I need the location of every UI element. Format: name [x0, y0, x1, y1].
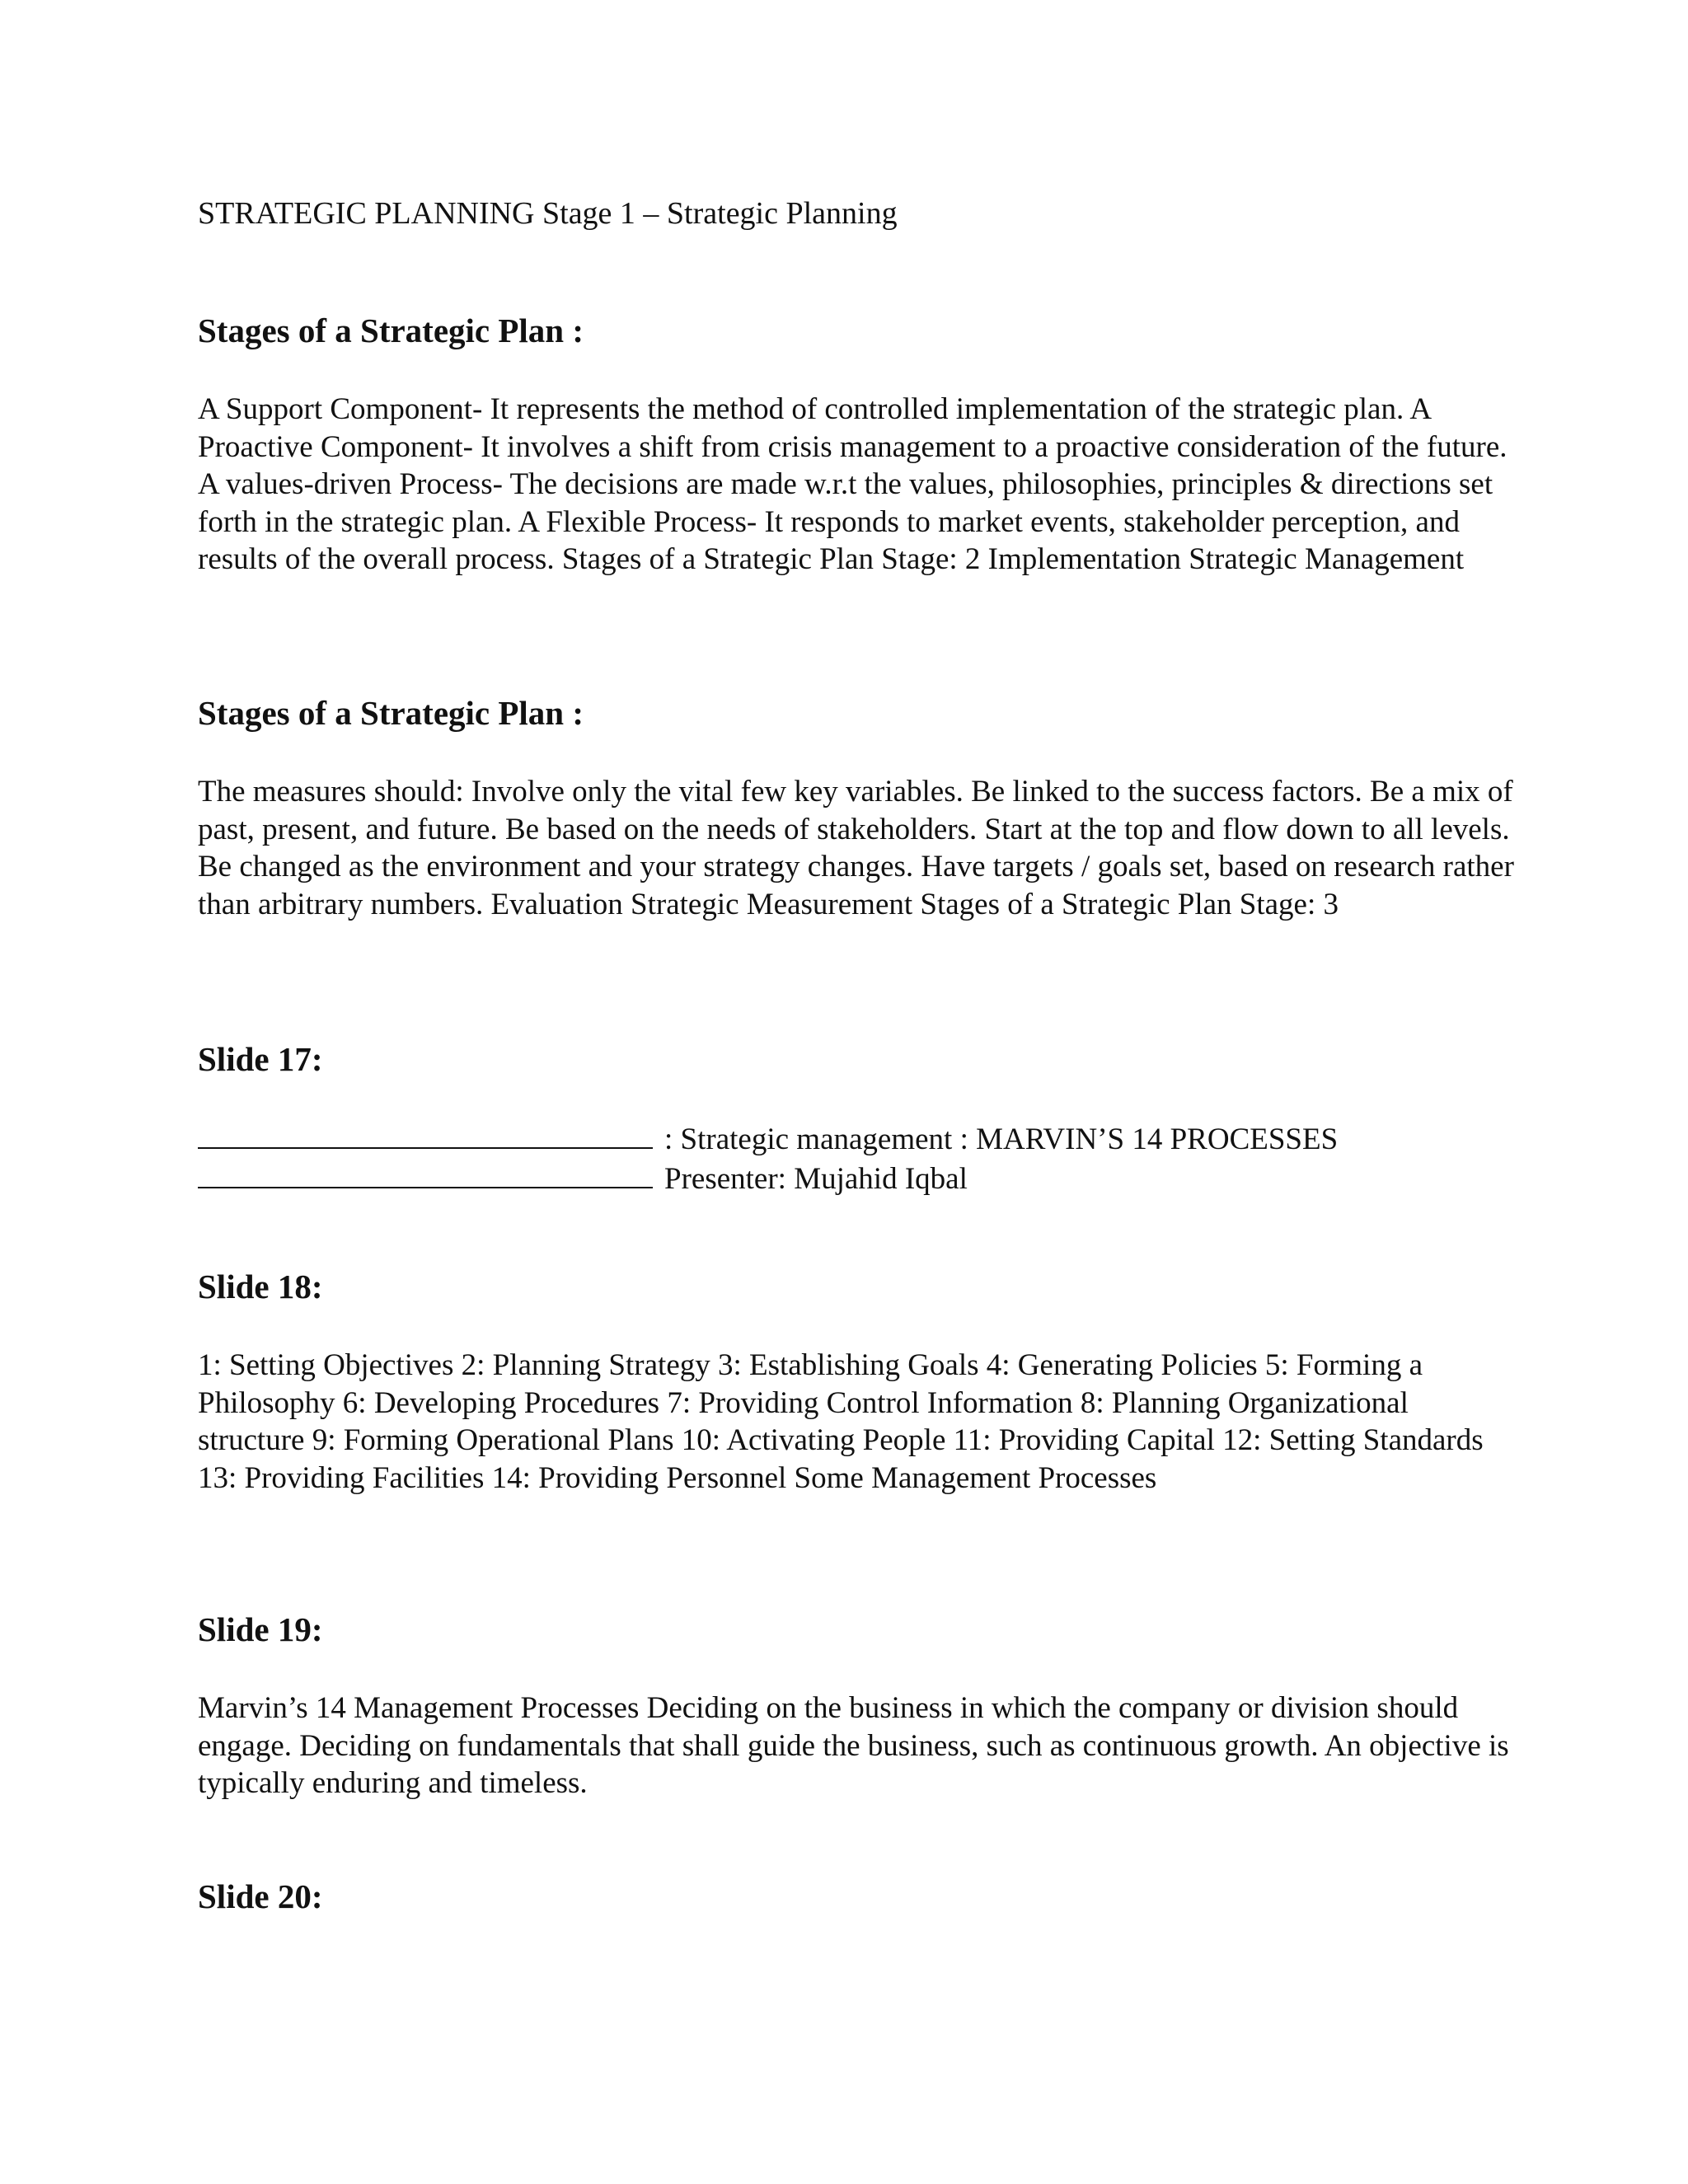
slide-17-line — [198, 1159, 1517, 1198]
slide-paragraph: Marvin’s 14 Management Processes Deciding on the business in which the company or division should engage. Deciding on fundamentals that shall guide the business, such as continuous growth. An objective is typically enduring and timeless. — [198, 1691, 1509, 1801]
slide-heading: Slide 18: — [198, 1268, 323, 1305]
blank-rule — [198, 1119, 653, 1149]
slide-17-presenter-text: Presenter: Mujahid Iqbal — [664, 1161, 968, 1196]
section-paragraph: The measures should: Involve only the vital few key variables. Be linked to the success factors. Be a mix of past, present, and future. Be based on the needs of stakeholders. Start at the top and flow down to all levels. Be changed as the environment and your strategy changes. Have targets / goals set, based on research rather than arbitrary numbers. Evaluation Strategic Measurement Stages of a Strategic Plan Stage: 3 — [198, 775, 1514, 921]
slide-17-content — [198, 1119, 1517, 1197]
slide-heading: Slide 20: — [198, 1877, 323, 1915]
slide-heading: Slide 19: — [198, 1610, 323, 1648]
blank-rule — [198, 1159, 653, 1188]
slide-heading: Slide 17: — [198, 1040, 323, 1078]
section-paragraph: A Support Component- It represents the method of controlled implementation of the strategic plan. A Proactive Component- It involves a shift from crisis management to a proactive consideration of the future. A values-driven Process- The decisions are made w.r.t the values, philosophies, principles & directions set forth in the strategic plan. A Flexible Process- It responds to market events, stakeholder perception, and results of the overall process. Stages of a Strategic Plan Stage: 2 Implementation Strategic Management — [198, 392, 1507, 577]
intro-line: STRATEGIC PLANNING Stage 1 – Strategic Planning — [198, 196, 898, 231]
slide-paragraph: 1: Setting Objectives 2: Planning Strategy 3: Establishing Goals 4: Generating Policies 5: Forming a Philosophy 6: Developing Procedures 7: Providing Control Information 8: Planning Organizational structure 9: Forming Operational Plans 10: Activating People 11: Providing Capital 12: Setting Standards 13: Providing Facilities 14: Providing Personnel Some Management Processes — [198, 1348, 1484, 1495]
slide-17-line — [198, 1119, 1517, 1159]
slide-17-title-text: : Strategic management : MARVIN’S 14 PROCESSES — [664, 1122, 1339, 1156]
section-heading: Stages of a Strategic Plan : — [198, 312, 584, 349]
section-heading: Stages of a Strategic Plan : — [198, 694, 584, 732]
